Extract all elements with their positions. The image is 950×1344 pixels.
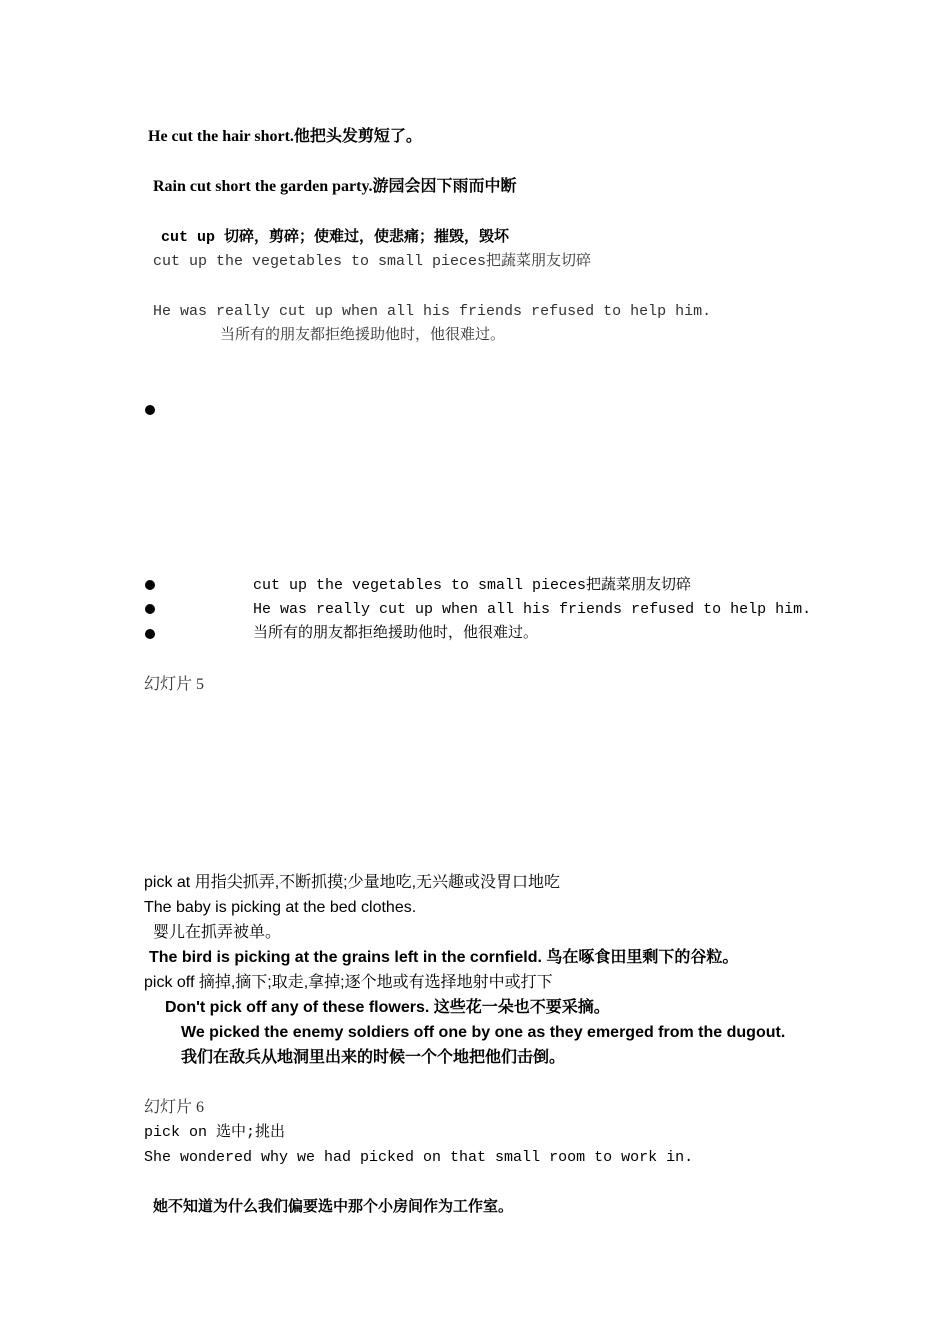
list-item: He was really cut up when all his friends refused to help him. xyxy=(253,601,812,618)
text-line: 我们在敌兵从地洞里出来的时候一个个地把他们击倒。 xyxy=(181,1049,566,1066)
list-item: cut up the vegetables to small pieces把蔬菜朋友切碎 xyxy=(253,577,692,594)
text-line: He was really cut up when all his friends refused to help him. xyxy=(153,303,712,320)
text-line: She wondered why we had picked on that small room to work in. xyxy=(144,1149,694,1166)
text-line: The bird is picking at the grains left in the cornfield. 鸟在啄食田里剩下的谷粒。 xyxy=(149,949,739,966)
text-line: pick on 选中;挑出 xyxy=(144,1124,286,1141)
text-line: The baby is picking at the bed clothes. xyxy=(144,899,417,916)
text-line: We picked the enemy soldiers off one by one as they emerged from the dugout. xyxy=(181,1024,786,1041)
text-line: pick at 用指尖抓弄,不断抓摸;少量地吃,无兴趣或没胃口地吃 xyxy=(144,874,561,891)
bullet-icon xyxy=(145,405,155,415)
text-line: Don't pick off any of these flowers. 这些花一朵也不要采摘。 xyxy=(165,999,610,1016)
slide-title: 幻灯片 6 xyxy=(144,1099,205,1116)
text-line: He cut the hair short.他把头发剪短了。 xyxy=(148,128,422,145)
bullet-icon xyxy=(145,580,155,590)
text-line: cut up 切碎，剪碎；使难过，使悲痛；摧毁，毁坏 xyxy=(161,229,510,246)
bullet-icon xyxy=(145,604,155,614)
text-line: 当所有的朋友都拒绝援助他时，他很难过。 xyxy=(220,327,506,344)
text-line: Rain cut short the garden party.游园会因下雨而中断 xyxy=(153,178,517,195)
text-line: 她不知道为什么我们偏要选中那个小房间作为工作室。 xyxy=(153,1199,514,1216)
text-line: pick off 摘掉,摘下;取走,拿掉;逐个地或有选择地射中或打下 xyxy=(144,974,553,991)
list-item: 当所有的朋友都拒绝援助他时，他很难过。 xyxy=(253,625,539,642)
bullet-icon xyxy=(145,629,155,639)
slide-title: 幻灯片 5 xyxy=(144,676,205,693)
text-line: cut up the vegetables to small pieces把蔬菜朋友切碎 xyxy=(153,253,592,270)
text-line: 婴儿在抓弄被单。 xyxy=(153,924,282,941)
